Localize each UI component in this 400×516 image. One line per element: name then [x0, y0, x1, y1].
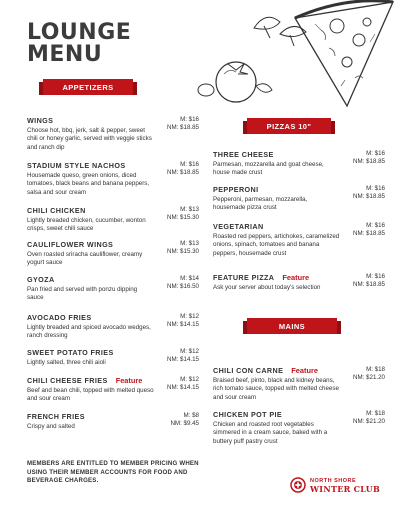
non-member-price: NM: $18.85 [353, 281, 385, 289]
item-description: Lightly breaded and spiced avocado wedges, ranch dressing [27, 324, 151, 340]
item-name: WINGS [27, 116, 54, 125]
member-price: M: $16 [366, 273, 385, 280]
mains-section-title: MAINS [278, 321, 306, 331]
item-price [353, 185, 385, 202]
non-member-price: NM: $15.30 [167, 214, 199, 222]
menu-item-chicken-pot-pie [213, 410, 385, 446]
menu-title [27, 22, 131, 66]
menu-item-french-fries [27, 412, 199, 431]
member-price: M: $12 [180, 348, 199, 355]
non-member-price: NM: $15.30 [167, 248, 199, 256]
menu-item-cauliflower-wings [27, 240, 199, 268]
item-description: Lightly breaded chicken, cucumber, wonton crisps, sweet chili sauce [27, 217, 146, 233]
feature-label: Feature [282, 273, 310, 282]
member-price: M: $13 [180, 206, 199, 213]
item-description: Housemade queso, green onions, diced tomatoes, black beans and banana peppers, salsa and sour cream [27, 172, 150, 196]
member-price: M: $16 [180, 161, 199, 168]
item-description: Pan fried and served with ponzu dipping sauce [27, 286, 138, 302]
item-price [353, 410, 385, 427]
item-price [167, 275, 199, 292]
non-member-price: NM: $14.15 [167, 356, 199, 364]
non-member-price: NM: $21.20 [353, 374, 385, 382]
non-member-price: NM: $21.20 [353, 418, 385, 426]
item-price [353, 150, 385, 167]
item-name: CAULIFLOWER WINGS [27, 240, 114, 249]
item-price [167, 348, 199, 365]
menu-title-line2: MENU [27, 42, 103, 67]
member-price: M: $16 [366, 222, 385, 229]
non-member-price: NM: $18.85 [353, 230, 385, 238]
item-price [170, 412, 199, 429]
member-price: M: $18 [366, 410, 385, 417]
member-price: M: $16 [366, 185, 385, 192]
menu-item-feature-pizza [213, 273, 385, 292]
pizzas-section-title: PIZZAS 10" [266, 121, 312, 131]
item-name: SWEET POTATO FRIES [27, 348, 114, 357]
club-logo-top: NORTH SHORE [310, 478, 357, 484]
menu-item-stadium-style-nachos [27, 161, 199, 197]
club-logo [290, 477, 380, 493]
item-price [353, 273, 385, 290]
menu-item-three-cheese [213, 150, 385, 178]
club-logo-text [310, 477, 380, 493]
non-member-price: NM: $18.85 [167, 124, 199, 132]
item-price [353, 366, 385, 383]
pizzas-section-banner [247, 118, 331, 134]
item-description: Oven roasted sriracha cauliflower, creamy yogurt sauce [27, 251, 143, 267]
item-name: AVOCADO FRIES [27, 313, 92, 322]
item-description: Lightly salted, three chili aioli [27, 359, 106, 366]
non-member-price: NM: $14.15 [167, 321, 199, 329]
member-price: M: $18 [366, 366, 385, 373]
menu-title-line1: LOUNGE [27, 20, 132, 45]
member-pricing-note: MEMBERS ARE ENTITLED TO MEMBER PRICING WHEN USING THEIR MEMBER ACCOUNTS FOR FOOD AND BEVERAGE CHARGES. [27, 460, 199, 484]
member-price: M: $16 [180, 116, 199, 123]
member-price: M: $13 [180, 240, 199, 247]
item-price [167, 161, 199, 178]
menu-item-chili-con-carne [213, 366, 385, 402]
menu-item-sweet-potato-fries [27, 348, 199, 367]
member-price: M: $12 [180, 376, 199, 383]
non-member-price: NM: $14.15 [167, 384, 199, 392]
item-price [167, 206, 199, 223]
item-description: Roasted red peppers, artichokes, caramelized onions, spinach, tomatoes and banana peppers, housemade crust [213, 233, 340, 257]
item-name: GYOZA [27, 275, 55, 284]
menu-item-chili-chicken [27, 206, 199, 234]
feature-label: Feature [291, 366, 318, 375]
item-price [167, 376, 199, 393]
mains-section-banner [247, 318, 337, 334]
item-description: Pepperoni, parmesan, mozzarella, housemade pizza crust [213, 196, 308, 212]
item-description: Braised beef, pinto, black and kidney beans, rich tomato sauce, topped with melted cheese and sour cream [213, 377, 339, 401]
item-price [167, 313, 199, 330]
item-name: VEGETARIAN [213, 222, 264, 231]
member-price: M: $12 [180, 313, 199, 320]
item-name: STADIUM STYLE NACHOS [27, 161, 126, 170]
member-price: M: $14 [180, 275, 199, 282]
item-name-text: CHILI CHEESE FRIES [27, 376, 108, 385]
item-description: Crispy and salted [27, 423, 75, 430]
member-price: M: $8 [183, 412, 199, 419]
item-name: PEPPERONI [213, 185, 259, 194]
item-name: CHILI CHICKEN [27, 206, 86, 215]
item-name: FRENCH FRIES [27, 412, 85, 421]
non-member-price: NM: $18.85 [167, 169, 199, 177]
item-price [167, 116, 199, 133]
non-member-price: NM: $18.85 [353, 193, 385, 201]
non-member-price: NM: $16.50 [167, 283, 199, 291]
menu-item-pepperoni [213, 185, 385, 213]
tomato-illustration [196, 50, 276, 110]
item-name: THREE CHEESE [213, 150, 274, 159]
mushroom-illustration [250, 8, 310, 48]
item-description: Parmesan, mozzarella and goat cheese, house made crust [213, 161, 324, 177]
menu-item-wings [27, 116, 199, 152]
menu-item-gyoza [27, 275, 199, 303]
menu-item-vegetarian [213, 222, 385, 258]
member-price: M: $16 [366, 150, 385, 157]
feature-label: Feature [115, 376, 143, 385]
menu-item-chili-cheese-fries [27, 376, 199, 404]
club-crest-icon [290, 477, 306, 493]
menu-item-avocado-fries [27, 313, 199, 341]
item-name: CHICKEN POT PIE [213, 410, 283, 419]
item-description: Choose hot, bbq, jerk, salt & pepper, sweet chili or honey garlic, served with veggie sticks and ranch dip [27, 127, 152, 151]
non-member-price: NM: $18.85 [353, 158, 385, 166]
appetizers-section-banner [43, 79, 133, 95]
item-price [167, 240, 199, 257]
non-member-price: NM: $9.45 [170, 420, 199, 428]
item-description: Ask your server about today's selection [213, 284, 321, 291]
item-price [353, 222, 385, 239]
item-description: Beef and bean chili, topped with melted queso and sour cream [27, 387, 154, 403]
club-logo-bottom: WINTER CLUB [310, 484, 381, 494]
item-name-text: CHILI CON CARNE [213, 366, 284, 375]
appetizers-section-title: APPETIZERS [62, 82, 114, 92]
item-description: Chicken and roasted root vegetables simmered in a cream sauce, baked with a buttery puff pastry crust [213, 421, 328, 445]
item-name-text: FEATURE PIZZA [213, 273, 275, 282]
